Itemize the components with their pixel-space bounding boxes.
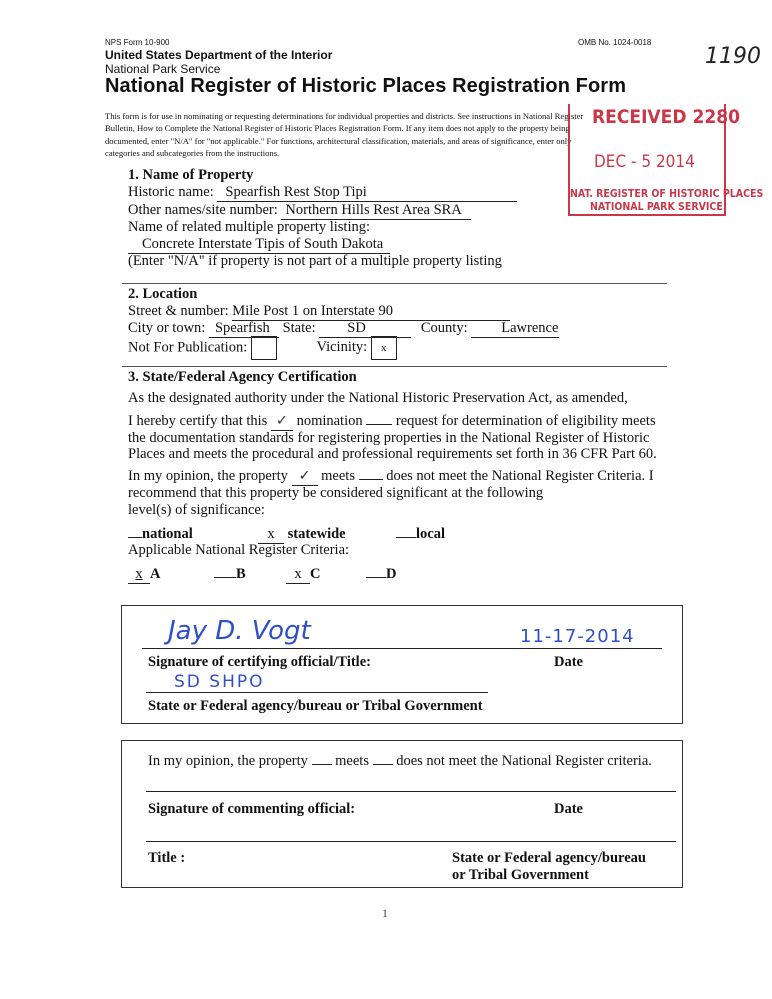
levels-intro: level(s) of significance: — [128, 502, 265, 518]
signature-handwriting: Jay D. Vogt — [168, 616, 311, 646]
divider — [122, 366, 667, 367]
cert-text-3: the documentation standards for registering properties in the National Register of Historic — [128, 430, 650, 446]
certifying-date-label: Date — [554, 654, 583, 670]
criterion-a: x A — [128, 566, 160, 584]
opinion-text: In my opinion, the property ✓ meets does not meet the National Register Criteria. I — [128, 468, 654, 484]
certification-date-handwriting: 11-17-2014 — [520, 626, 635, 647]
street-value: Mile Post 1 on Interstate 90 — [232, 303, 393, 319]
service-name: National Park Service — [105, 62, 221, 76]
section-1-heading: 1. Name of Property — [128, 167, 254, 183]
title-label: Title : — [148, 850, 186, 866]
na-note: (Enter "N/A" if property is not part of a multiple property listing — [128, 253, 502, 269]
cert-text-4: Places and meets the procedural and professional requirements set forth in 36 CFR Part 60. — [128, 446, 657, 462]
cert-text-1: As the designated authority under the National Historic Preservation Act, as amended, — [128, 390, 628, 406]
state-value: SD — [347, 320, 366, 336]
city-value: Spearfish — [214, 320, 270, 336]
intro-text: This form is for use in nominating or requesting determinations for individual properties and districts. See instructions in National Register Bulletin, How to Complete the National Register of Historic Places Registration Form. If any item does not apply to the property being documented, enter "N/A" for "not applicable." For functions, architectural classification, materials, and areas of significance, enter only categories and subcategories from the instructions. — [105, 111, 584, 158]
form-number: NPS Form 10-900 — [105, 38, 170, 47]
comment-signature-line — [146, 791, 676, 792]
commenting-official-box — [121, 740, 683, 888]
received-stamp: RECEIVED 2280 DEC - 5 2014 NAT. REGISTER OF HISTORIC PLACES NATIONAL PARK SERVICE — [568, 104, 726, 216]
criterion-b: B — [214, 566, 246, 583]
section-3-heading: 3. State/Federal Agency Certification — [128, 369, 357, 385]
handwritten-reference: 1190 — [705, 44, 761, 69]
criterion-c: x C — [286, 566, 320, 584]
commenting-signature-label: Signature of commenting official: — [148, 801, 356, 817]
nomination-check: ✓ — [275, 413, 289, 429]
agency-line — [146, 692, 488, 693]
other-names-value: Northern Hills Rest Area SRA — [285, 202, 462, 218]
meets-check: ✓ — [298, 468, 311, 484]
recommend-text: recommend that this property be considered significant at the following — [128, 485, 544, 501]
publication-row: Not For Publication: Vicinity: x — [128, 336, 397, 360]
agency-label: State or Federal agency/bureau or Tribal Government — [148, 698, 483, 714]
divider — [122, 283, 667, 284]
title-line — [146, 841, 676, 842]
page-number: 1 — [382, 906, 388, 920]
level-statewide: x statewide — [258, 526, 346, 544]
county-value: Lawrence — [501, 320, 559, 336]
level-local: local — [396, 526, 445, 543]
related-listing-value: Concrete Interstate Tipis of South Dakota — [142, 236, 384, 252]
department-name: United States Department of the Interior — [105, 48, 333, 62]
cert-text-2: I hereby certify that this ✓ nomination request for determination of eligibility meets — [128, 413, 656, 429]
commenting-date-label: Date — [554, 801, 583, 817]
section-2-heading: 2. Location — [128, 286, 198, 302]
commenting-agency-label: State or Federal agency/bureau or Tribal Government — [452, 850, 646, 883]
certifying-signature-label: Signature of certifying official/Title: — [148, 654, 371, 670]
related-listing-label: Name of related multiple property listing: — [128, 219, 371, 235]
certifying-official-box — [121, 605, 683, 724]
other-names-row: Other names/site number: Northern Hills Rest Area SRA — [128, 202, 471, 220]
comment-opinion: In my opinion, the property meets does not meet the National Register criteria. — [148, 753, 652, 769]
form-title: National Register of Historic Places Registration Form — [105, 75, 627, 97]
agency-handwriting: SD SHPO — [174, 672, 265, 692]
vicinity-checkbox[interactable]: x — [371, 336, 397, 360]
criteria-label: Applicable National Register Criteria: — [128, 542, 350, 558]
historic-name-value: Spearfish Rest Stop Tipi — [225, 184, 367, 200]
city-row: City or town: Spearfish State: SD County: Lawrence — [128, 320, 559, 336]
level-national: national — [128, 526, 193, 543]
historic-name-row: Historic name: Spearfish Rest Stop Tipi — [128, 184, 517, 202]
omb-number: OMB No. 1024-0018 — [578, 38, 652, 47]
signature-line — [142, 648, 662, 649]
street-row: Street & number: Mile Post 1 on Interstate 90 — [128, 303, 510, 321]
not-for-publication-checkbox[interactable] — [251, 336, 277, 360]
criterion-d: D — [366, 566, 396, 583]
related-listing-row — [128, 236, 390, 254]
